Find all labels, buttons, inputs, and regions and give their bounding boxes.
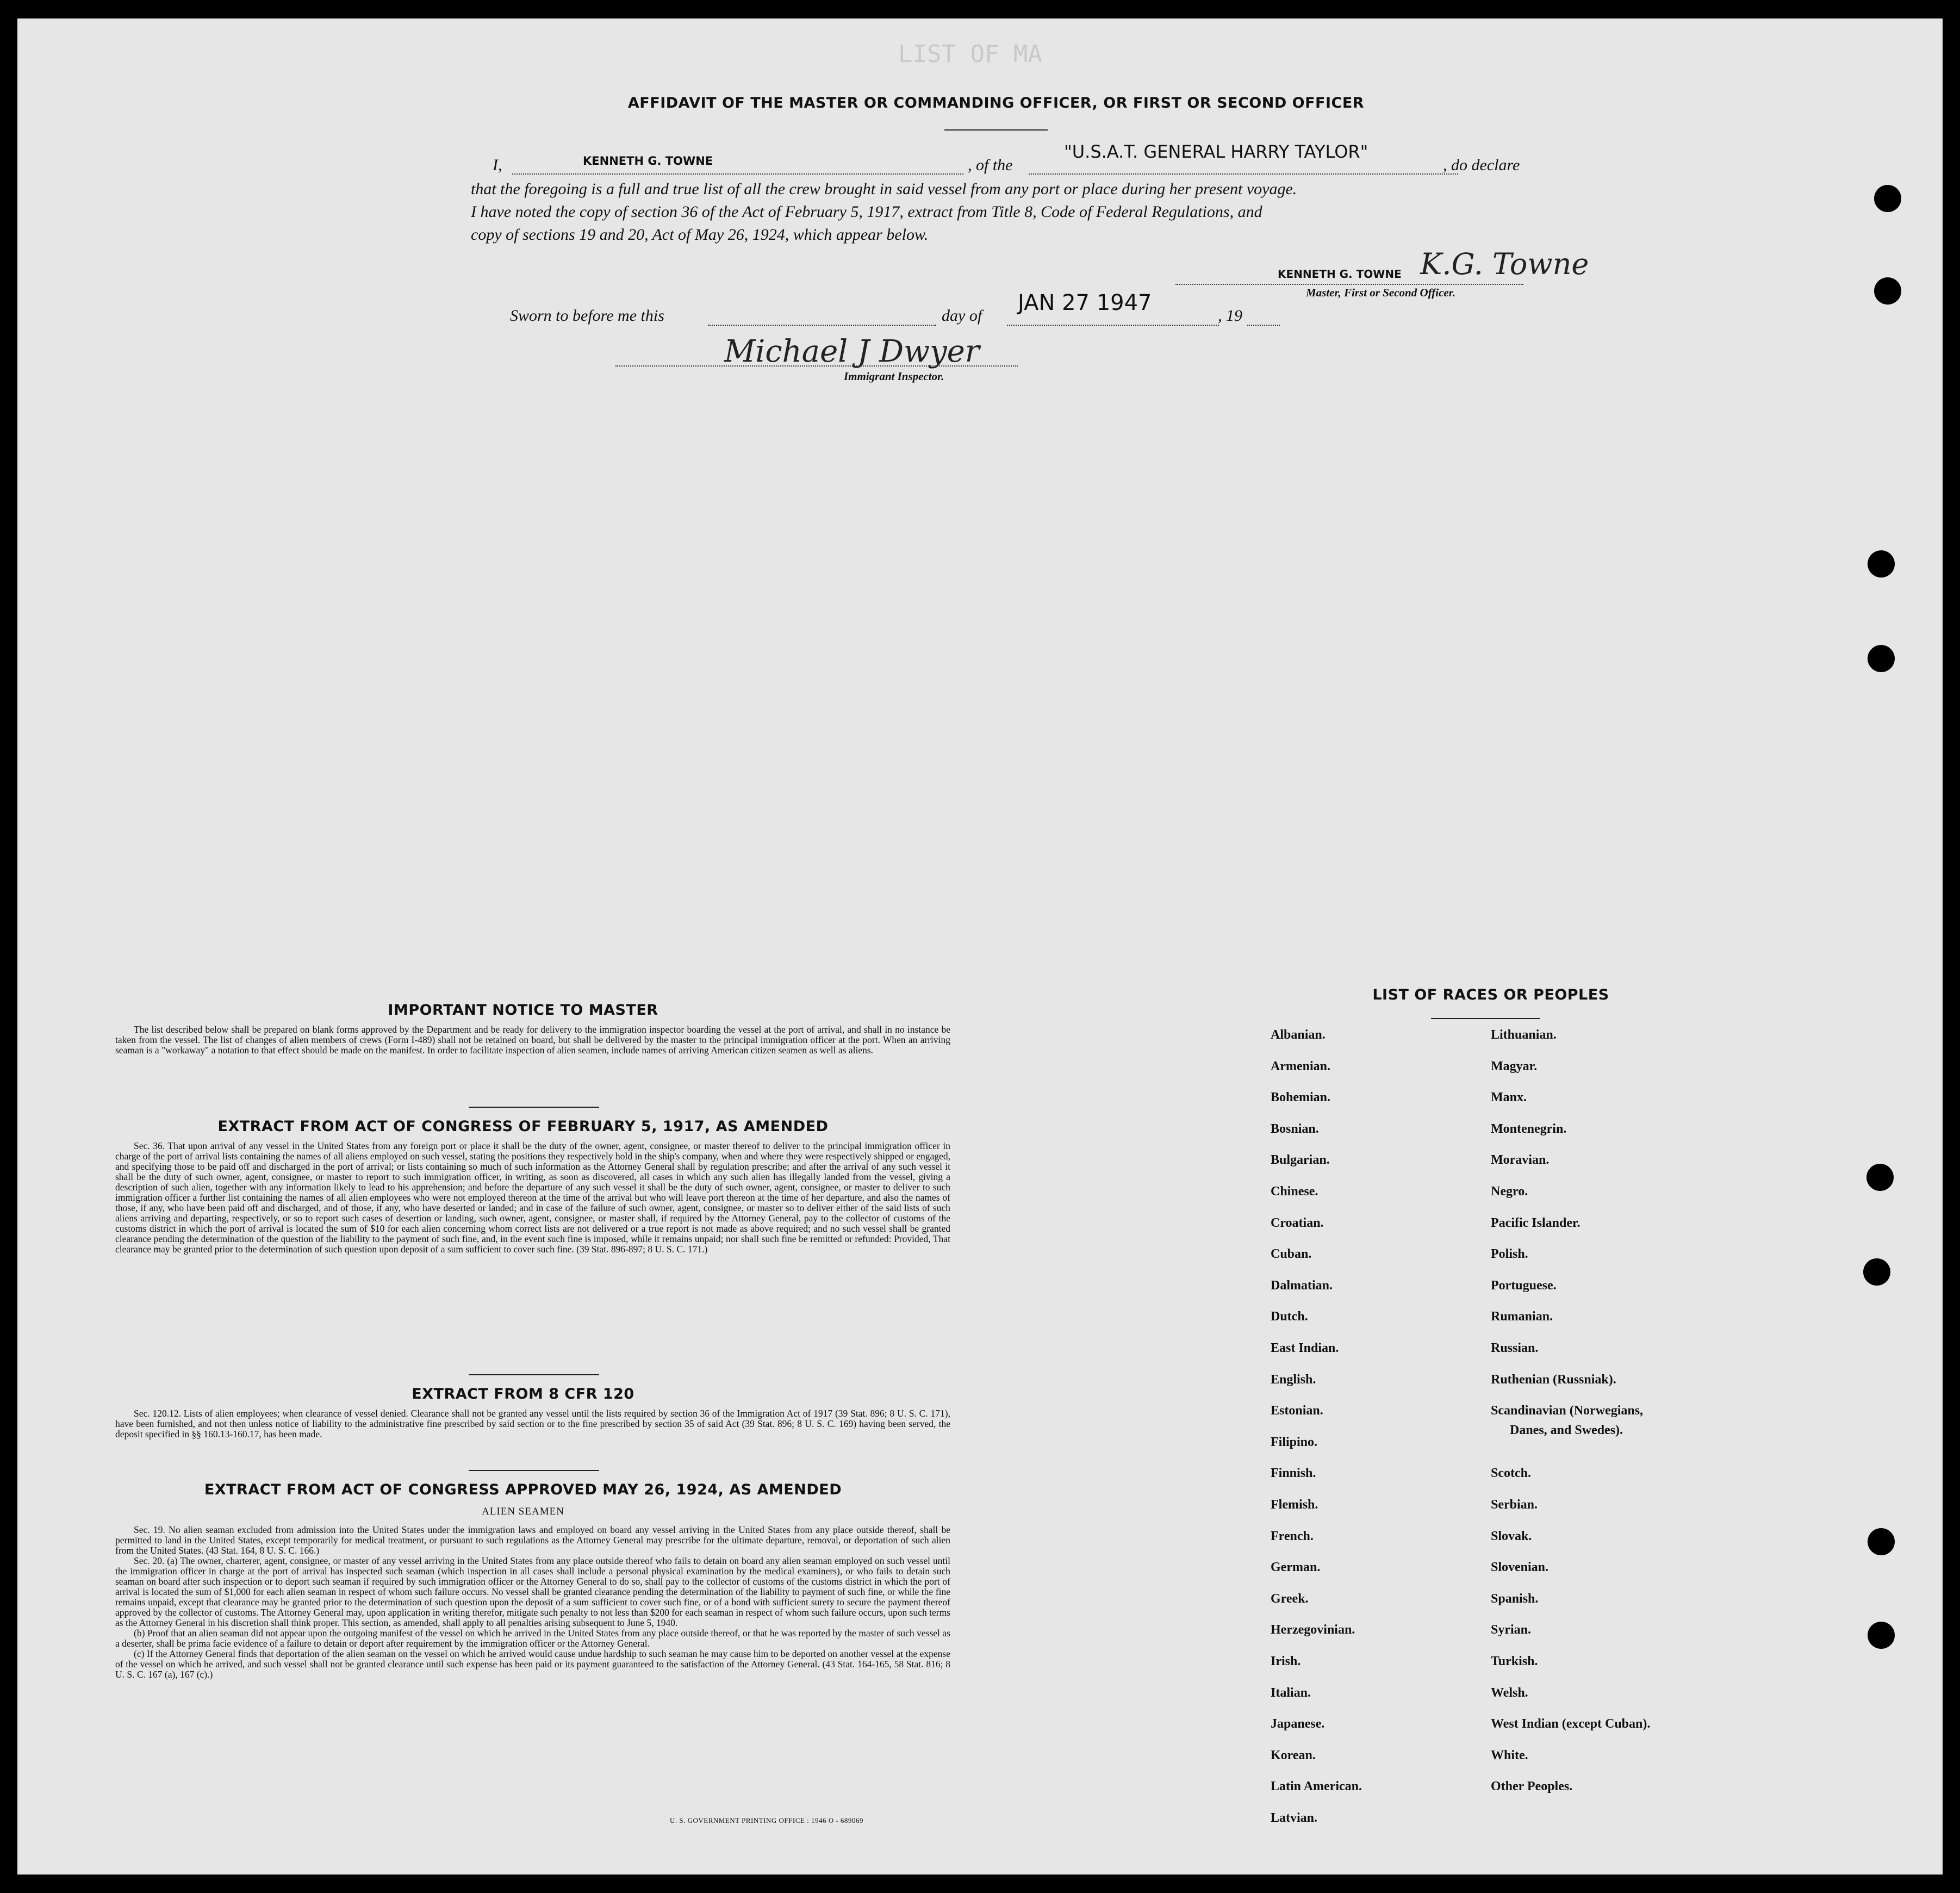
i-label: I, [493, 156, 502, 174]
race-item: Irish. [1271, 1654, 1301, 1668]
race-item: Danes, and Swedes). [1510, 1423, 1623, 1437]
punch-hole [1868, 550, 1895, 578]
notice-text [115, 1025, 950, 1056]
races-title: LIST OF RACES OR PEOPLES [1372, 986, 1609, 1003]
year-line [1247, 325, 1280, 326]
race-item: Montenegrin. [1491, 1121, 1567, 1136]
extract-cfr-text [115, 1408, 950, 1439]
of-the-label: , of the [968, 156, 1013, 174]
race-item: Japanese. [1271, 1717, 1325, 1731]
sec-36-paragraph: Sec. 36. That upon arrival of any vessel in the United States from any foreign port or place it shall be the duty of the owner, agent, consignee, or master thereof to deliver to the principal immigration officer in charge of the port of arrival lists containing the names of all aliens employed on such vessel, stating the positions they respectively hold in the ship's company, when and where they were respectively shipped or engaged, and specifying those to be paid off and discharged in the port of arrival; or lists containing so much of such information as the Attorney General shall by regulation prescribe; and after the arrival of any such vessel it shall be the duty of such owner, agent, consignee, or master to report to such immigration officer, in writing, as soon as discovered, all cases in which any such alien has illegally landed from the vessel, giving a description of such alien, together with any information likely to lead to his apprehension; and before the departure of any such vessel it shall be the duty of such owner, agent, consignee, or master to deliver to such immigration officer a further list containing the names of all alien employees who were not employed thereon at the time of the arrival but who will leave port thereon at the time of her departure, and also the names of those, if any, who have been paid off and discharged, and of those, if any, who have deserted or landed; and in case of the failure of such owner, agent, consignee, or master so to deliver either of the said lists of such aliens arriving and departing, respectively, or so to report such cases of desertion or landing, such owner, agent, consignee, or master shall, if required by the Attorney General, pay to the collector of customs of the customs district in which the port of arrival is located the sum of $10 for each alien concerning whom correct lists are not delivered or a true report is not made as above required; and no such vessel shall be granted clearance pending the determination of the question of the liability to the payment of such fine, and, in the event such fine is imposed, while it remains unpaid; nor shall such fine be remitted or refunded: Provided, That clearance may be granted prior to the determination of such question upon deposit of a sum sufficient to cover such fine. (39 Stat. 896-897; 8 U. S. C. 171.) [115, 1140, 950, 1255]
race-item: Russian. [1491, 1341, 1539, 1355]
race-item: Latin American. [1271, 1779, 1362, 1794]
race-item: Moravian. [1491, 1153, 1550, 1168]
race-item: Croatian. [1271, 1215, 1324, 1230]
signer-line [1175, 284, 1523, 285]
race-item: Ruthenian (Russniak). [1491, 1372, 1616, 1387]
race-item: Manx. [1491, 1090, 1527, 1105]
signer-caption: Master, First or Second Officer. [1306, 286, 1455, 299]
sworn-month-line [1007, 325, 1219, 326]
race-item: Scotch. [1491, 1466, 1531, 1481]
race-item: Dutch. [1271, 1309, 1308, 1324]
vessel-name-field[interactable]: "U.S.A.T. GENERAL HARRY TAYLOR" [1064, 141, 1368, 162]
extract-1917-text [115, 1141, 950, 1255]
affidavit-line-4: copy of sections 19 and 20, Act of May 26, 1924, which appear below. [471, 226, 929, 244]
race-item: Scandinavian (Norwegians, [1491, 1404, 1644, 1418]
document-page [17, 18, 1943, 1875]
race-item: Polish. [1491, 1247, 1528, 1262]
race-item: Flemish. [1271, 1498, 1318, 1512]
race-item: Estonian. [1271, 1404, 1323, 1418]
punch-hole [1874, 185, 1901, 212]
punch-hole [1868, 1528, 1895, 1555]
race-item: Negro. [1491, 1184, 1528, 1199]
day-of-label: day of [942, 307, 982, 325]
extract-1924-title: EXTRACT FROM ACT OF CONGRESS APPROVED MAY 26, 1924, AS AMENDED [204, 1481, 842, 1498]
signer-signature: K.G. Towne [1420, 247, 1589, 281]
race-item: English. [1271, 1372, 1316, 1387]
vessel-name-line [1029, 173, 1458, 175]
sec-19-paragraph: Sec. 19. No alien seaman excluded from admission into the United States under the immigration laws and employed on board any vessel arriving in the United States from any place outside thereof, shall be permitted to land in the United States, except temporarily for medical treatment, or pursuant to such regulations as the Attorney General may prescribe for the ultimate departure, removal, or deportation of such alien from the United States. (43 Stat. 164, 8 U. S. C. 166.) [115, 1524, 950, 1556]
race-item: Turkish. [1491, 1654, 1538, 1668]
race-item: Bosnian. [1271, 1121, 1319, 1136]
sec-120-paragraph: Sec. 120.12. Lists of alien employees; when clearance of vessel denied. Clearance shall not be granted any vessel until the lists required by section 36 of the Immigration Act of 1917 (39 Stat. 896; 8 U. S. C. 171), have been furnished, and not then unless notice of liability to the administrative fine prescribed by said section or to the fine prescribed by section 35 of said Act (39 Stat. 896; 8 U. S. C. 169) having been served, the deposit specified in §§ 160.13-160.17, has been made. [115, 1408, 950, 1439]
alien-seamen-subtitle: ALIEN SEAMEN [482, 1506, 564, 1517]
race-item: Herzegovinian. [1271, 1623, 1355, 1637]
race-item: Dalmatian. [1271, 1278, 1333, 1293]
notice-title: IMPORTANT NOTICE TO MASTER [388, 1002, 658, 1019]
section-rule [469, 1470, 599, 1471]
extract-cfr-title: EXTRACT FROM 8 CFR 120 [412, 1386, 634, 1402]
race-item: Serbian. [1491, 1498, 1538, 1512]
race-item: Slovenian. [1491, 1560, 1549, 1575]
race-item: Portuguese. [1491, 1278, 1557, 1293]
race-item: Korean. [1271, 1748, 1316, 1762]
section-rule [469, 1374, 599, 1375]
punch-hole [1866, 1164, 1894, 1191]
race-item: Albanian. [1271, 1028, 1326, 1042]
race-item: Welsh. [1491, 1685, 1528, 1700]
inspector-caption: Immigrant Inspector. [844, 370, 944, 383]
extract-1917-title: EXTRACT FROM ACT OF CONGRESS OF FEBRUARY 5, 1917, AS AMENDED [217, 1118, 829, 1135]
section-rule [469, 1107, 599, 1108]
sworn-day-line [708, 325, 936, 326]
sec-20c-paragraph: (c) If the Attorney General finds that deportation of the alien seaman on the vessel on which he arrived would cause undue hardship to such seaman he may cause him to be deported on another vessel at the expense of the vessel on which he arrived, and such vessel shall not be granted clearance until such expense has been paid or its payment guaranteed to the satisfaction of the Attorney General. (43 Stat. 164-165, 58 Stat. 816; 8 U. S. C. 167 (a), 167 (c).) [115, 1648, 950, 1680]
race-item: Pacific Islander. [1491, 1215, 1581, 1230]
affidavit-title: AFFIDAVIT OF THE MASTER OR COMMANDING OFFICER, OR FIRST OR SECOND OFFICER [627, 95, 1365, 111]
bleed-through-text: LIST OF MA [898, 40, 1042, 68]
printer-imprint: U. S. GOVERNMENT PRINTING OFFICE : 1946 O - 689069 [670, 1816, 863, 1824]
race-item: French. [1271, 1529, 1314, 1543]
race-item: Finnish. [1271, 1466, 1316, 1481]
title-rule [944, 129, 1048, 131]
signer-typed-name: KENNETH G. TOWNE [1278, 268, 1402, 281]
race-item: Filipino. [1271, 1435, 1318, 1449]
race-item: Bulgarian. [1271, 1153, 1330, 1168]
race-item: Bohemian. [1271, 1090, 1331, 1105]
race-item: German. [1271, 1560, 1321, 1575]
race-item: Syrian. [1491, 1623, 1532, 1637]
race-item: Magyar. [1491, 1059, 1538, 1073]
officer-name-line [512, 173, 963, 175]
punch-hole [1863, 1258, 1890, 1286]
punch-hole [1868, 645, 1895, 672]
date-stamp: JAN 27 1947 [1018, 290, 1152, 315]
extract-1924-text [115, 1525, 950, 1680]
officer-name-field[interactable]: KENNETH G. TOWNE [583, 154, 713, 167]
race-item: Rumanian. [1491, 1309, 1553, 1324]
race-item: Spanish. [1491, 1591, 1539, 1606]
race-item: Lithuanian. [1491, 1028, 1557, 1042]
race-item: Chinese. [1271, 1184, 1318, 1199]
sec-20b-paragraph: (b) Proof that an alien seaman did not appear upon the outgoing manifest of the vessel on which he arrived in the United States from any place outside thereof, or that he was reported by the master of such vessel as a deserter, shall be prima facie evidence of a failure to detain or deport after requirement by the immigration officer or the Attorney General. [115, 1628, 950, 1649]
race-item: Other Peoples. [1491, 1779, 1573, 1794]
race-item: Slovak. [1491, 1529, 1532, 1543]
notice-paragraph: The list described below shall be prepared on blank forms approved by the Department and be ready for delivery to the immigration inspector boarding the vessel at the port of arrival, and shall in no instance be taken from the vessel. The list of changes of alien members of crews (Form I-489) shall not be retained on board, but shall be delivered by the master to the principal immigration officer at the port. When an arriving seaman is a "workaway" a notation to that effect should be made on the manifest. In order to facilitate inspection of alien seamen, include names of arriving American citizen seamen as well as aliens. [115, 1024, 950, 1056]
race-item: East Indian. [1271, 1341, 1339, 1355]
race-item: Armenian. [1271, 1059, 1330, 1073]
inspector-line [615, 365, 1018, 367]
punch-hole [1874, 277, 1901, 305]
sworn-label: Sworn to before me this [510, 307, 664, 325]
do-declare-label: , do declare [1443, 156, 1520, 174]
race-item: West Indian (except Cuban). [1491, 1717, 1651, 1731]
punch-hole [1868, 1622, 1895, 1649]
race-item: Cuban. [1271, 1247, 1312, 1262]
affidavit-line-3: I have noted the copy of section 36 of the Act of February 5, 1917, extract from Title 8, Code of Federal Regulations, and [471, 203, 1262, 221]
sec-20a-paragraph: Sec. 20. (a) The owner, charterer, agent, consignee, or master of any vessel arriving in the United States from any place outside thereof who fails to detain on board any alien seaman employed on such vessel until the immigration officer in charge at the port of arrival has inspected such seaman (which inspection in all cases shall include a personal physical examination by the medical examiners), or who fails to detain such seaman on board after such inspection or to deport such seaman if required by such immigration officer or the Attorney General to do so, shall pay to the collector of customs of the customs district in which the port of arrival is located the sum of $1,000 for each alien seaman in respect of whom such failure occurs. No vessel shall be granted clearance pending the determination of the liability to payment of such fine, or while the fine remains unpaid, except that clearance may be granted prior to the determination of such question upon the deposit of a sum sufficient to cover such fine, or of a bond with sufficient surety to secure the payment thereof approved by the collector of customs. The Attorney General may, upon application in writing therefor, mitigate such penalty to not less than $200 for each seaman in respect of whom such failure occurs, upon such terms as the Attorney General in his discretion shall think proper. This section, as amended, shall apply to all penalties arising subsequent to June 5, 1940. [115, 1555, 950, 1628]
year-label: , 19 [1218, 307, 1242, 325]
race-item: White. [1491, 1748, 1528, 1762]
race-item: Latvian. [1271, 1811, 1318, 1825]
race-item: Greek. [1271, 1591, 1309, 1606]
race-item: Italian. [1271, 1685, 1311, 1700]
inspector-signature: Michael J Dwyer [724, 334, 980, 369]
affidavit-line-2: that the foregoing is a full and true list of all the crew brought in said vessel from any port or place during her present voyage. [471, 180, 1297, 198]
races-title-rule [1431, 1018, 1540, 1019]
